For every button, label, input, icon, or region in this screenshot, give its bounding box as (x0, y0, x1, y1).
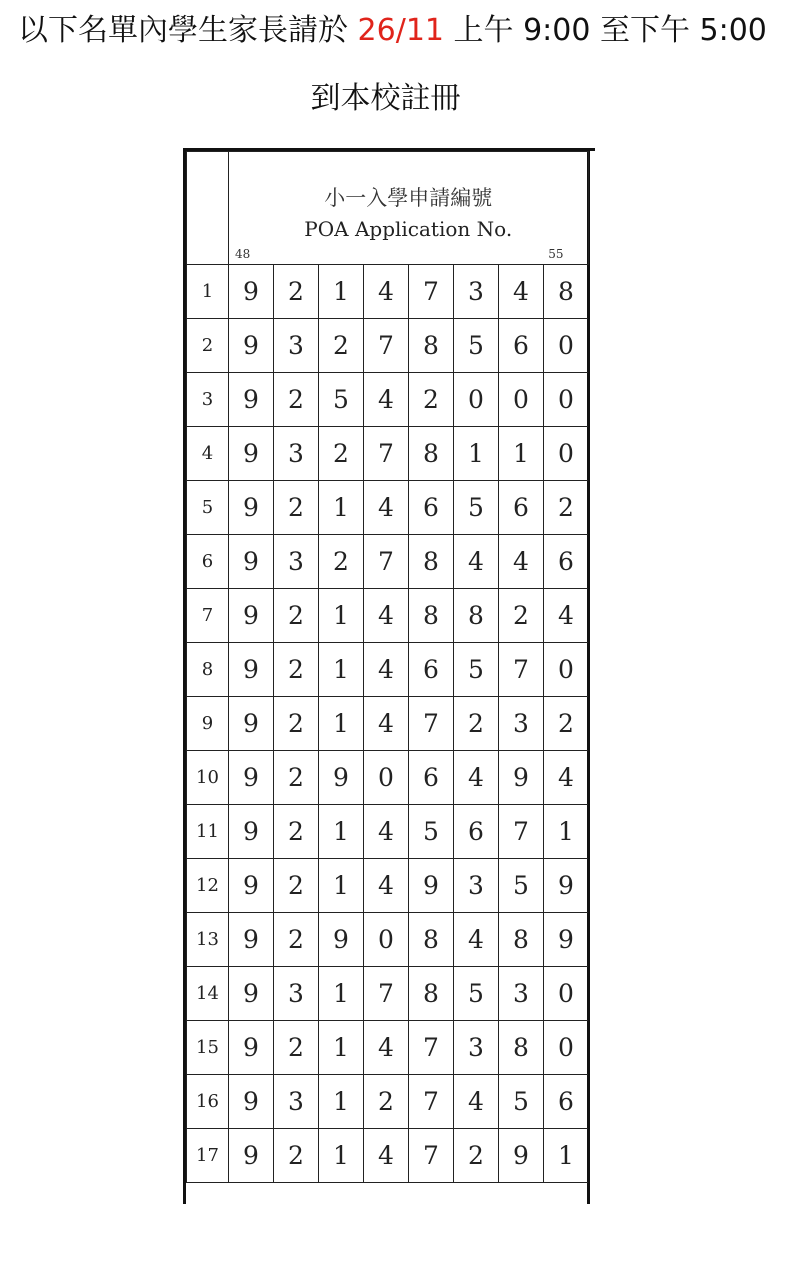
application-digit: 7 (364, 967, 409, 1021)
application-digit: 1 (319, 1021, 364, 1075)
application-digit: 5 (319, 373, 364, 427)
application-digit: 2 (274, 751, 319, 805)
application-digit: 2 (544, 481, 589, 535)
application-digit: 7 (409, 265, 454, 319)
application-digit: 0 (364, 751, 409, 805)
header-column-end-number: 55 (548, 247, 564, 261)
application-digit: 2 (364, 1075, 409, 1129)
application-digit: 0 (499, 373, 544, 427)
application-digit: 8 (499, 913, 544, 967)
application-digit: 2 (319, 427, 364, 481)
application-digit: 3 (499, 967, 544, 1021)
header-title-chinese: 小一入學申請編號 (324, 186, 493, 210)
application-digit: 6 (544, 1075, 589, 1129)
application-digit: 9 (409, 859, 454, 913)
application-digit: 3 (499, 697, 544, 751)
table-row (187, 643, 589, 697)
application-digit: 1 (319, 697, 364, 751)
table-row (187, 805, 589, 859)
application-digit: 4 (544, 589, 589, 643)
application-digit: 2 (409, 373, 454, 427)
table-row (187, 319, 589, 373)
application-digit: 5 (454, 319, 499, 373)
application-digit: 6 (454, 805, 499, 859)
application-digit: 1 (319, 589, 364, 643)
application-digit: 4 (454, 535, 499, 589)
application-digit: 5 (499, 859, 544, 913)
application-digit: 9 (229, 589, 274, 643)
application-digit: 4 (499, 265, 544, 319)
row-index: 4 (187, 427, 229, 481)
application-digit: 3 (274, 1075, 319, 1129)
header-column-start-number: 48 (235, 247, 251, 261)
row-index: 6 (187, 535, 229, 589)
application-digit: 5 (454, 481, 499, 535)
row-index: 17 (187, 1129, 229, 1183)
application-digit: 5 (409, 805, 454, 859)
application-digit: 8 (409, 319, 454, 373)
application-digit: 1 (319, 859, 364, 913)
application-digit: 3 (274, 427, 319, 481)
application-digit: 2 (544, 697, 589, 751)
application-digit: 4 (364, 1129, 409, 1183)
application-digit: 0 (454, 373, 499, 427)
application-digit: 4 (364, 481, 409, 535)
application-digit: 8 (409, 427, 454, 481)
application-digit: 9 (229, 967, 274, 1021)
application-digit: 8 (409, 913, 454, 967)
application-digit: 0 (544, 427, 589, 481)
application-digit: 9 (229, 1075, 274, 1129)
application-digit: 9 (319, 751, 364, 805)
application-digit: 2 (454, 697, 499, 751)
application-digit: 7 (364, 427, 409, 481)
table-row (187, 265, 589, 319)
table-row (187, 1129, 589, 1183)
table-row (187, 859, 589, 913)
row-index: 16 (187, 1075, 229, 1129)
application-digit: 8 (499, 1021, 544, 1075)
row-index: 15 (187, 1021, 229, 1075)
application-digit: 4 (364, 697, 409, 751)
application-digit: 4 (364, 1021, 409, 1075)
application-digit: 4 (454, 1075, 499, 1129)
table-header-cell (229, 152, 589, 265)
application-digit: 4 (364, 805, 409, 859)
application-digit: 1 (319, 643, 364, 697)
application-digit: 9 (229, 265, 274, 319)
application-digit: 6 (499, 319, 544, 373)
application-digit: 0 (544, 967, 589, 1021)
application-digit: 6 (409, 481, 454, 535)
application-digit: 4 (364, 859, 409, 913)
application-digit: 6 (409, 643, 454, 697)
application-digit: 2 (274, 697, 319, 751)
application-digit: 9 (229, 805, 274, 859)
application-digit: 2 (274, 265, 319, 319)
application-digit: 0 (364, 913, 409, 967)
application-digit: 9 (229, 427, 274, 481)
application-digit: 2 (319, 535, 364, 589)
row-index: 9 (187, 697, 229, 751)
application-digit: 9 (229, 697, 274, 751)
application-digit: 2 (319, 319, 364, 373)
application-digit: 9 (229, 913, 274, 967)
application-digit: 9 (229, 1021, 274, 1075)
notice-text-after-date: 上午 9:00 至下午 5:00 (444, 13, 767, 48)
application-digit: 4 (364, 265, 409, 319)
application-digit: 1 (319, 805, 364, 859)
application-digit: 5 (454, 643, 499, 697)
notice-heading (18, 10, 798, 52)
application-digit: 4 (364, 589, 409, 643)
application-digit: 8 (454, 589, 499, 643)
row-index: 5 (187, 481, 229, 535)
table-row (187, 697, 589, 751)
application-digit: 1 (319, 1075, 364, 1129)
table-header-row (187, 152, 589, 265)
row-index: 10 (187, 751, 229, 805)
application-digit: 2 (274, 481, 319, 535)
table-row (187, 427, 589, 481)
application-digit: 0 (544, 373, 589, 427)
application-digit: 5 (454, 967, 499, 1021)
row-index: 1 (187, 265, 229, 319)
notice-text-before-date: 以下名單內學生家長請於 (18, 13, 358, 48)
table-row (187, 1021, 589, 1075)
application-digit: 1 (319, 265, 364, 319)
application-digit: 2 (274, 373, 319, 427)
row-index: 7 (187, 589, 229, 643)
application-digit: 9 (229, 1129, 274, 1183)
application-digit: 7 (364, 535, 409, 589)
table-row (187, 913, 589, 967)
application-digit: 4 (364, 373, 409, 427)
header-title-english: POA Application No. (304, 217, 513, 241)
row-index: 8 (187, 643, 229, 697)
application-digit: 4 (454, 751, 499, 805)
table-row (187, 751, 589, 805)
application-digit: 9 (229, 373, 274, 427)
row-index: 2 (187, 319, 229, 373)
application-number-table (183, 148, 597, 1204)
application-digit: 4 (364, 643, 409, 697)
application-digit: 9 (319, 913, 364, 967)
application-digit: 9 (229, 481, 274, 535)
application-digit: 7 (364, 319, 409, 373)
application-digit: 8 (544, 265, 589, 319)
notice-date: 26/11 (357, 13, 445, 48)
application-digit: 1 (499, 427, 544, 481)
application-digit: 9 (229, 643, 274, 697)
application-digit: 7 (499, 643, 544, 697)
application-digit: 3 (454, 265, 499, 319)
application-digit: 2 (274, 1021, 319, 1075)
application-digit: 9 (499, 1129, 544, 1183)
application-digit: 8 (409, 535, 454, 589)
application-digit: 3 (454, 1021, 499, 1075)
application-digit: 6 (544, 535, 589, 589)
row-index: 13 (187, 913, 229, 967)
application-digit: 2 (274, 913, 319, 967)
application-digit: 3 (274, 967, 319, 1021)
application-digit: 1 (544, 805, 589, 859)
application-digit: 1 (319, 967, 364, 1021)
table-row (187, 1075, 589, 1129)
application-digit: 8 (409, 589, 454, 643)
application-digit: 2 (274, 859, 319, 913)
application-digit: 4 (499, 535, 544, 589)
table-row (187, 481, 589, 535)
application-digit: 1 (454, 427, 499, 481)
notice-subheading: 到本校註冊 (310, 81, 461, 116)
application-digit: 2 (274, 589, 319, 643)
application-digit: 7 (409, 697, 454, 751)
application-digit: 4 (454, 913, 499, 967)
application-digit: 2 (274, 1129, 319, 1183)
application-digit: 2 (274, 805, 319, 859)
application-digit: 2 (499, 589, 544, 643)
application-digit: 7 (499, 805, 544, 859)
application-digit: 7 (409, 1075, 454, 1129)
table-row (187, 589, 589, 643)
application-digit: 4 (544, 751, 589, 805)
application-digit: 0 (544, 1021, 589, 1075)
application-digit: 9 (229, 535, 274, 589)
application-digit: 8 (409, 967, 454, 1021)
application-digit: 9 (229, 859, 274, 913)
application-digit: 1 (544, 1129, 589, 1183)
application-digit: 0 (544, 643, 589, 697)
application-digit: 3 (454, 859, 499, 913)
application-digit: 7 (409, 1021, 454, 1075)
application-digit: 6 (499, 481, 544, 535)
poa-table (186, 151, 589, 1183)
application-digit: 7 (409, 1129, 454, 1183)
application-digit: 3 (274, 319, 319, 373)
table-row (187, 967, 589, 1021)
row-index: 11 (187, 805, 229, 859)
table-corner-cell (187, 152, 229, 265)
application-digit: 1 (319, 481, 364, 535)
application-digit: 9 (229, 751, 274, 805)
application-digit: 6 (409, 751, 454, 805)
application-digit: 0 (544, 319, 589, 373)
application-digit: 3 (274, 535, 319, 589)
table-row (187, 373, 589, 427)
application-digit: 1 (319, 1129, 364, 1183)
table-row (187, 535, 589, 589)
application-digit: 5 (499, 1075, 544, 1129)
application-digit: 2 (454, 1129, 499, 1183)
application-digit: 9 (544, 859, 589, 913)
application-digit: 9 (544, 913, 589, 967)
row-index: 3 (187, 373, 229, 427)
application-digit: 9 (229, 319, 274, 373)
row-index: 14 (187, 967, 229, 1021)
application-digit: 9 (499, 751, 544, 805)
application-digit: 2 (274, 643, 319, 697)
row-index: 12 (187, 859, 229, 913)
